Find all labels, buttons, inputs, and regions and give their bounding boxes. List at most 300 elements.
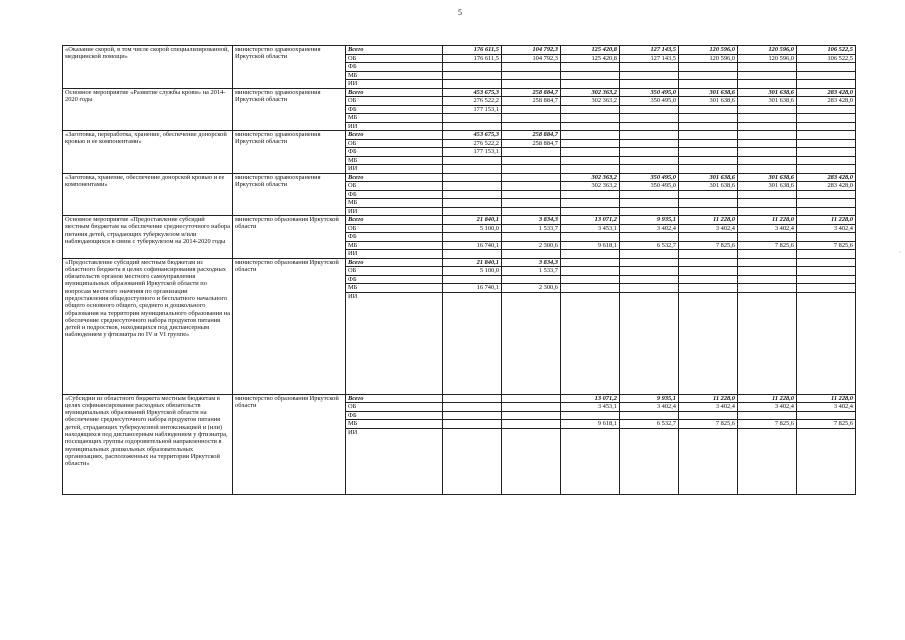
amount-cell (679, 292, 738, 394)
table-row (63, 173, 856, 182)
amount-cell: 125 420,8 (561, 54, 620, 63)
table-row (63, 46, 856, 55)
amount-cell (561, 114, 620, 123)
funding-source: ФБ (346, 275, 443, 284)
amount-cell (443, 182, 502, 191)
amount-cell (797, 122, 856, 131)
amount-cell (679, 122, 738, 131)
amount-cell (797, 411, 856, 420)
amount-cell (679, 156, 738, 165)
amount-cell (797, 275, 856, 284)
funding-source: ФБ (346, 411, 443, 420)
amount-cell (502, 105, 561, 114)
amount-cell (738, 275, 797, 284)
amount-cell: 7 825,6 (679, 420, 738, 429)
amount-cell (738, 292, 797, 394)
amount-cell (502, 71, 561, 80)
amount-cell (738, 80, 797, 89)
amount-cell (738, 250, 797, 259)
amount-cell (797, 63, 856, 72)
amount-cell (620, 258, 679, 267)
executor: министерство здравоохранения Иркутской области (233, 88, 346, 131)
amount-cell (620, 122, 679, 131)
amount-cell: 125 420,8 (561, 46, 620, 55)
amount-cell (738, 199, 797, 208)
amount-cell: 3 453,1 (561, 403, 620, 412)
amount-cell: 11 228,0 (679, 394, 738, 403)
amount-cell (620, 148, 679, 157)
amount-cell (502, 428, 561, 494)
amount-cell (443, 165, 502, 174)
amount-cell: 350 495,0 (620, 182, 679, 191)
amount-cell: 350 495,0 (620, 97, 679, 106)
amount-cell (443, 411, 502, 420)
amount-cell (561, 428, 620, 494)
amount-cell (738, 165, 797, 174)
funding-source: ФБ (346, 63, 443, 72)
funding-source: Всего (346, 46, 443, 55)
amount-cell (561, 411, 620, 420)
activity-name: «Оказание скорой, в том числе скорой специализированной, медицинской помощи» (63, 46, 233, 89)
amount-cell: 9 618,1 (561, 241, 620, 250)
amount-cell: 283 428,0 (797, 97, 856, 106)
amount-cell (620, 71, 679, 80)
amount-cell (502, 403, 561, 412)
amount-cell (620, 250, 679, 259)
amount-cell (797, 284, 856, 293)
amount-cell (443, 80, 502, 89)
amount-cell (620, 284, 679, 293)
activity-name: «Субсидии из областного бюджета местным бюджетам в целях софинансирования расходных обязательств муниципальных образований Иркутской области на обеспечение среднесуточного набора продуктов питания детей, страдающих туберкулезной интоксикацией и (или) находящихся под диспансерным наблюдением у фтизиатра, посещающих группы оздоровительной направленности в муниципальных дошкольных образовательных организациях, расположенных на территории Иркутской области» (63, 394, 233, 494)
amount-cell: 302 363,2 (561, 182, 620, 191)
amount-cell (443, 292, 502, 394)
amount-cell: 13 071,2 (561, 216, 620, 225)
amount-cell: 11 228,0 (797, 216, 856, 225)
amount-cell (502, 292, 561, 394)
amount-cell (620, 139, 679, 148)
amount-cell (502, 394, 561, 403)
funding-source: Всего (346, 216, 443, 225)
amount-cell (738, 207, 797, 216)
amount-cell (679, 165, 738, 174)
amount-cell (620, 411, 679, 420)
amount-cell (797, 71, 856, 80)
amount-cell (797, 165, 856, 174)
amount-cell: 301 638,6 (679, 97, 738, 106)
amount-cell (443, 173, 502, 182)
amount-cell: 3 402,4 (797, 403, 856, 412)
amount-cell: 2 300,6 (502, 241, 561, 250)
amount-cell: 258 884,7 (502, 88, 561, 97)
amount-cell (443, 394, 502, 403)
amount-cell (797, 156, 856, 165)
amount-cell: 106 522,5 (797, 46, 856, 55)
amount-cell (561, 63, 620, 72)
amount-cell: 6 532,7 (620, 420, 679, 429)
amount-cell: 120 596,0 (679, 54, 738, 63)
amount-cell (797, 190, 856, 199)
amount-cell (797, 258, 856, 267)
amount-cell (620, 165, 679, 174)
amount-cell (620, 105, 679, 114)
amount-cell: 302 363,2 (561, 173, 620, 182)
amount-cell (443, 63, 502, 72)
executor: министерство здравоохранения Иркутской области (233, 46, 346, 89)
table-row (63, 131, 856, 140)
funding-source: Всего (346, 88, 443, 97)
amount-cell: 3 834,3 (502, 258, 561, 267)
amount-cell: 1 533,7 (502, 267, 561, 276)
amount-cell: 283 428,0 (797, 182, 856, 191)
amount-cell (679, 275, 738, 284)
amount-cell (620, 275, 679, 284)
funding-source: МБ (346, 114, 443, 123)
amount-cell (620, 233, 679, 242)
amount-cell (797, 131, 856, 140)
amount-cell (679, 207, 738, 216)
amount-cell (797, 267, 856, 276)
amount-cell (502, 80, 561, 89)
amount-cell (679, 131, 738, 140)
amount-cell: 104 792,3 (502, 46, 561, 55)
amount-cell (502, 420, 561, 429)
funding-source: ФБ (346, 105, 443, 114)
amount-cell: 3 402,4 (738, 224, 797, 233)
amount-cell (502, 411, 561, 420)
amount-cell: 301 638,6 (738, 182, 797, 191)
amount-cell (620, 156, 679, 165)
amount-cell: 301 638,6 (738, 97, 797, 106)
amount-cell (443, 71, 502, 80)
funding-source: МБ (346, 71, 443, 80)
executor: министерство здравоохранения Иркутской области (233, 173, 346, 216)
amount-cell: 283 428,0 (797, 88, 856, 97)
amount-cell (620, 428, 679, 494)
amount-cell (738, 428, 797, 494)
amount-cell (502, 250, 561, 259)
table-row (63, 216, 856, 225)
amount-cell (443, 403, 502, 412)
executor: министерство образования Иркутской области (233, 216, 346, 259)
amount-cell: 13 071,2 (561, 394, 620, 403)
amount-cell: 3 402,4 (797, 224, 856, 233)
amount-cell (561, 267, 620, 276)
amount-cell (679, 105, 738, 114)
amount-cell (797, 292, 856, 394)
amount-cell: 11 228,0 (679, 216, 738, 225)
funding-source: ИИ (346, 80, 443, 89)
funding-source: ИИ (346, 122, 443, 131)
activity-name: Основное мероприятие «Предоставление субсидий местным бюджетам на обеспечение среднесуточного набора питания детей, страдающих туберкулезом и/или наблюдающихся в связи с туберкулезом на 2014-2020 годы (63, 216, 233, 259)
amount-cell (620, 207, 679, 216)
amount-cell: 2 300,6 (502, 284, 561, 293)
amount-cell (620, 114, 679, 123)
amount-cell (797, 233, 856, 242)
amount-cell (620, 267, 679, 276)
amount-cell (443, 233, 502, 242)
amount-cell (797, 148, 856, 157)
amount-cell (502, 122, 561, 131)
amount-cell (797, 207, 856, 216)
amount-cell: 301 638,6 (679, 88, 738, 97)
amount-cell: 7 825,6 (738, 420, 797, 429)
amount-cell (738, 267, 797, 276)
amount-cell: 301 638,6 (679, 173, 738, 182)
amount-cell (561, 258, 620, 267)
funding-source: ИИ (346, 250, 443, 259)
amount-cell (738, 63, 797, 72)
amount-cell (443, 420, 502, 429)
amount-cell (561, 105, 620, 114)
funding-source: Всего (346, 394, 443, 403)
funding-source: ОБ (346, 267, 443, 276)
funding-source: ФБ (346, 233, 443, 242)
amount-cell: 302 363,2 (561, 88, 620, 97)
amount-cell (443, 156, 502, 165)
amount-cell (620, 63, 679, 72)
amount-cell: 127 143,5 (620, 46, 679, 55)
amount-cell (502, 190, 561, 199)
amount-cell (738, 122, 797, 131)
table-row (63, 394, 856, 403)
amount-cell (502, 233, 561, 242)
amount-cell: 9 935,1 (620, 394, 679, 403)
amount-cell: 301 638,6 (679, 182, 738, 191)
executor: министерство образования Иркутской области (233, 258, 346, 394)
amount-cell (679, 80, 738, 89)
funding-source: ИИ (346, 428, 443, 494)
amount-cell: 3 402,4 (738, 403, 797, 412)
amount-cell (738, 284, 797, 293)
amount-cell (679, 139, 738, 148)
amount-cell: 301 638,6 (738, 88, 797, 97)
amount-cell: 258 884,7 (502, 97, 561, 106)
amount-cell (561, 292, 620, 394)
amount-cell: 176 611,5 (443, 54, 502, 63)
amount-cell (679, 258, 738, 267)
amount-cell: 176 611,5 (443, 46, 502, 55)
amount-cell (561, 139, 620, 148)
amount-cell (502, 207, 561, 216)
amount-cell (561, 131, 620, 140)
amount-cell: 3 834,3 (502, 216, 561, 225)
funding-source: МБ (346, 241, 443, 250)
amount-cell (738, 190, 797, 199)
activity-name: «Заготовка, переработка, хранение, обеспечение донорской кровью и ее компонентами» (63, 131, 233, 174)
amount-cell: 453 675,3 (443, 88, 502, 97)
amount-cell (797, 250, 856, 259)
amount-cell (502, 173, 561, 182)
amount-cell: 283 428,0 (797, 173, 856, 182)
amount-cell: 9 618,1 (561, 420, 620, 429)
amount-cell (797, 428, 856, 494)
amount-cell (797, 105, 856, 114)
amount-cell (797, 199, 856, 208)
amount-cell (502, 275, 561, 284)
amount-cell: 16 740,1 (443, 284, 502, 293)
amount-cell (561, 165, 620, 174)
amount-cell: 276 522,2 (443, 139, 502, 148)
amount-cell (620, 199, 679, 208)
amount-cell (797, 80, 856, 89)
amount-cell (738, 411, 797, 420)
amount-cell (561, 122, 620, 131)
amount-cell: 3 402,4 (679, 224, 738, 233)
amount-cell (679, 148, 738, 157)
funding-source: МБ (346, 420, 443, 429)
amount-cell (620, 80, 679, 89)
amount-cell (502, 63, 561, 72)
amount-cell (561, 71, 620, 80)
page-number: 5 (458, 8, 462, 17)
funding-source: ОБ (346, 224, 443, 233)
amount-cell (679, 267, 738, 276)
budget-table (62, 45, 856, 495)
amount-cell: 120 596,0 (679, 46, 738, 55)
funding-source: ФБ (346, 148, 443, 157)
funding-source: МБ (346, 156, 443, 165)
amount-cell (620, 190, 679, 199)
funding-source: ОБ (346, 139, 443, 148)
table-row (63, 88, 856, 97)
amount-cell (443, 199, 502, 208)
funding-source: ИИ (346, 165, 443, 174)
activity-name: «Заготовка, хранение, обеспечение донорской кровью и ее компонентами» (63, 173, 233, 216)
amount-cell: 7 825,6 (738, 241, 797, 250)
amount-cell (679, 284, 738, 293)
funding-source: Всего (346, 131, 443, 140)
amount-cell (443, 190, 502, 199)
amount-cell (443, 275, 502, 284)
funding-source: Всего (346, 173, 443, 182)
amount-cell: 3 402,4 (620, 403, 679, 412)
amount-cell: 350 495,0 (620, 88, 679, 97)
amount-cell: 350 495,0 (620, 173, 679, 182)
activity-name: «Предоставление субсидий местным бюджетам из областного бюджета в целях софинансирования расходных обязательств органов местного самоуправления муниципальных образований Иркутской области по вопросам местного значения по организации предоставления общедоступного и бесплатного начального общего основного общего, среднего и дошкольного образования на территории муниципального образования на обеспечение среднесуточного набора продуктов питания детей и подростков, находящихся под диспансерным наблюдением у фтизиатра по IV и VI группе» (63, 258, 233, 394)
amount-cell (738, 131, 797, 140)
amount-cell (620, 292, 679, 394)
amount-cell (502, 156, 561, 165)
funding-source: ОБ (346, 54, 443, 63)
amount-cell: 11 228,0 (797, 394, 856, 403)
amount-cell: 1 533,7 (502, 224, 561, 233)
amount-cell: 258 884,7 (502, 131, 561, 140)
amount-cell: 5 100,0 (443, 267, 502, 276)
amount-cell (443, 428, 502, 494)
amount-cell: 104 792,3 (502, 54, 561, 63)
amount-cell (797, 139, 856, 148)
funding-source: ОБ (346, 97, 443, 106)
amount-cell (679, 250, 738, 259)
amount-cell: 5 100,0 (443, 224, 502, 233)
amount-cell (561, 148, 620, 157)
amount-cell (561, 156, 620, 165)
amount-cell (443, 122, 502, 131)
amount-cell (561, 250, 620, 259)
amount-cell (561, 199, 620, 208)
amount-cell (738, 71, 797, 80)
amount-cell: 3 402,4 (620, 224, 679, 233)
amount-cell: 6 532,7 (620, 241, 679, 250)
amount-cell (679, 63, 738, 72)
amount-cell (443, 114, 502, 123)
amount-cell (738, 139, 797, 148)
amount-cell: 7 825,6 (679, 241, 738, 250)
funding-source: МБ (346, 199, 443, 208)
amount-cell (620, 131, 679, 140)
amount-cell (738, 233, 797, 242)
amount-cell (502, 199, 561, 208)
amount-cell: 3 453,1 (561, 224, 620, 233)
amount-cell (679, 71, 738, 80)
executor: министерство образования Иркутской области (233, 394, 346, 494)
amount-cell (443, 250, 502, 259)
amount-cell (679, 411, 738, 420)
funding-source: ОБ (346, 403, 443, 412)
amount-cell (561, 284, 620, 293)
amount-cell (679, 190, 738, 199)
amount-cell: 258 884,7 (502, 139, 561, 148)
amount-cell: 453 675,3 (443, 131, 502, 140)
amount-cell (443, 207, 502, 216)
amount-cell: 177 153,1 (443, 148, 502, 157)
amount-cell (738, 148, 797, 157)
amount-cell (679, 233, 738, 242)
amount-cell: 11 228,0 (738, 216, 797, 225)
funding-source: Всего (346, 258, 443, 267)
funding-source: МБ (346, 284, 443, 293)
amount-cell (561, 80, 620, 89)
amount-cell: 7 825,6 (797, 420, 856, 429)
executor: министерство здравоохранения Иркутской области (233, 131, 346, 174)
funding-source: ИИ (346, 292, 443, 394)
amount-cell: 3 402,4 (679, 403, 738, 412)
amount-cell (561, 233, 620, 242)
amount-cell: 120 596,0 (738, 46, 797, 55)
amount-cell (738, 105, 797, 114)
amount-cell: 7 825,6 (797, 241, 856, 250)
amount-cell (797, 114, 856, 123)
amount-cell: 301 638,6 (738, 173, 797, 182)
amount-cell (502, 148, 561, 157)
amount-cell: 127 143,5 (620, 54, 679, 63)
edge-mark: · (899, 250, 901, 256)
amount-cell (738, 114, 797, 123)
amount-cell (679, 428, 738, 494)
activity-name: Основное мероприятие «Развитие службы крови» на 2014-2020 годы (63, 88, 233, 131)
amount-cell (502, 114, 561, 123)
amount-cell: 9 935,1 (620, 216, 679, 225)
funding-source: ОБ (346, 182, 443, 191)
amount-cell (561, 190, 620, 199)
amount-cell (738, 156, 797, 165)
amount-cell: 120 596,0 (738, 54, 797, 63)
table-row (63, 258, 856, 267)
amount-cell: 11 228,0 (738, 394, 797, 403)
amount-cell: 177 153,1 (443, 105, 502, 114)
amount-cell: 21 840,1 (443, 258, 502, 267)
amount-cell: 302 363,2 (561, 97, 620, 106)
amount-cell (679, 199, 738, 208)
funding-source: ФБ (346, 190, 443, 199)
amount-cell (561, 275, 620, 284)
amount-cell: 21 840,1 (443, 216, 502, 225)
amount-cell (561, 207, 620, 216)
amount-cell: 16 740,1 (443, 241, 502, 250)
amount-cell (502, 182, 561, 191)
amount-cell: 276 522,2 (443, 97, 502, 106)
amount-cell (738, 258, 797, 267)
